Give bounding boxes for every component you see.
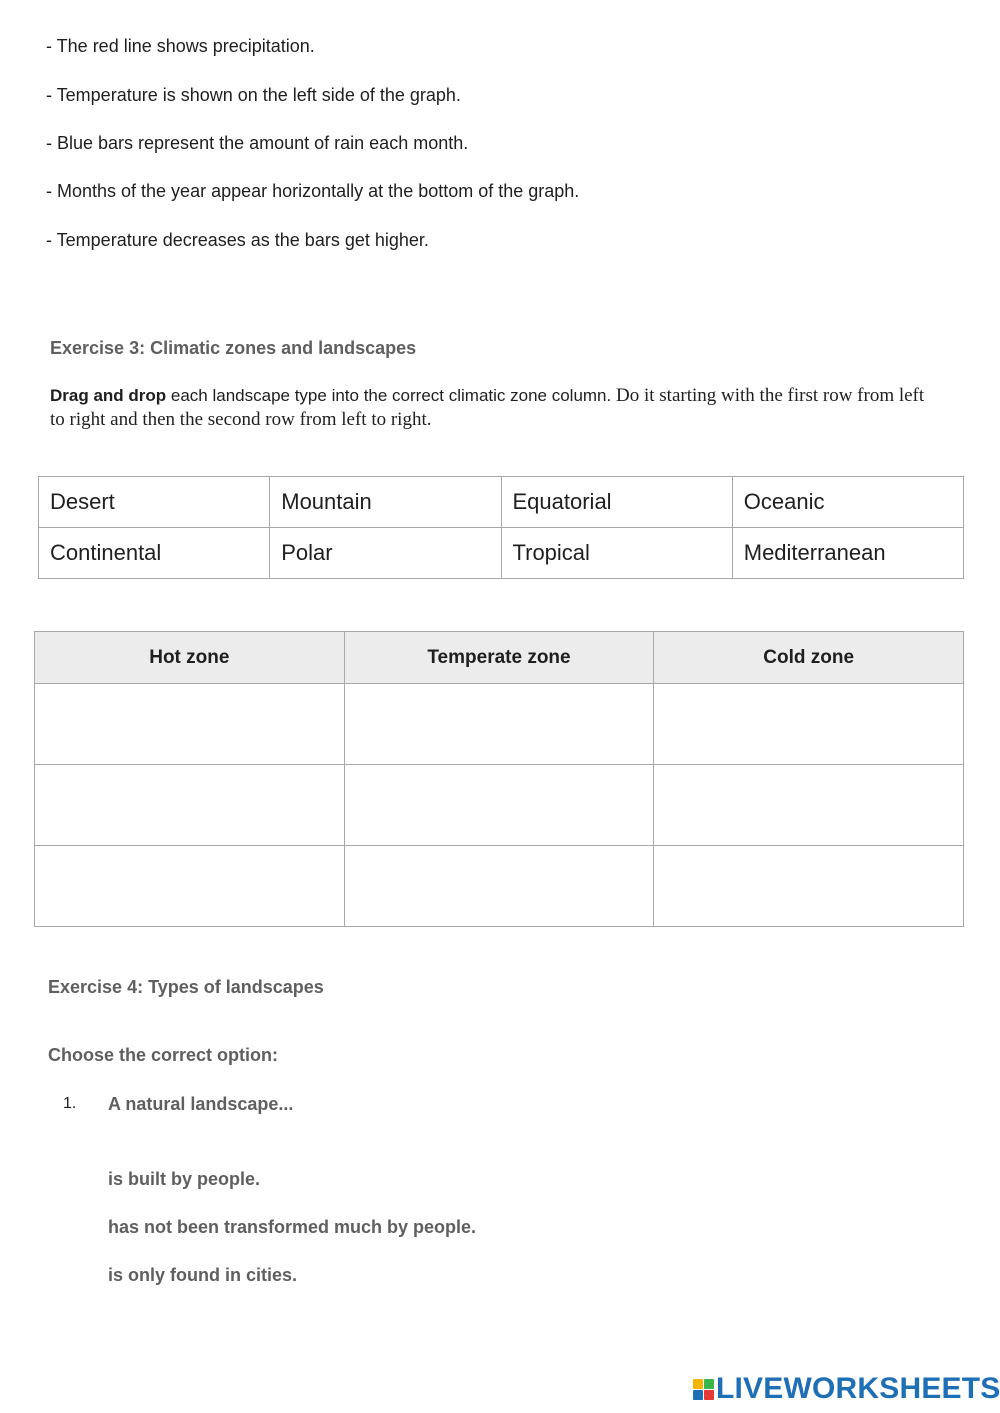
landscape-word-bank	[38, 476, 964, 579]
question-text: A natural landscape...	[108, 1094, 294, 1114]
instruction-serif-text: Do it starting with the first row from left to right and then the second row from left to right.	[50, 385, 925, 430]
zone-header-row	[35, 632, 964, 684]
drop-cell-hot[interactable]	[35, 846, 345, 927]
exercise-3-instruction	[50, 384, 940, 432]
word-tile[interactable]: Tropical	[501, 528, 732, 579]
word-row	[39, 477, 964, 528]
drop-cell-hot[interactable]	[35, 765, 345, 846]
instruction-text: each landscape type into the correct climatic zone column.	[166, 386, 612, 405]
drop-cell-temperate[interactable]	[344, 684, 654, 765]
exercise-3-title: Exercise 3: Climatic zones and landscapes	[50, 338, 417, 358]
statement-3: - Blue bars represent the amount of rain each month.	[46, 133, 469, 153]
liveworksheets-logo	[693, 1372, 1000, 1406]
statement-4: - Months of the year appear horizontally at the bottom of the graph.	[46, 181, 580, 201]
drop-cell-temperate[interactable]	[344, 846, 654, 927]
word-tile[interactable]: Mountain	[270, 477, 501, 528]
question-number: 1.	[63, 1095, 77, 1112]
word-tile[interactable]: Polar	[270, 528, 501, 579]
statement-2: - Temperature is shown on the left side of the graph.	[46, 85, 461, 105]
word-tile[interactable]: Equatorial	[501, 477, 732, 528]
drop-cell-cold[interactable]	[654, 846, 964, 927]
word-row	[39, 528, 964, 579]
drop-cell-temperate[interactable]	[344, 765, 654, 846]
statement-5: - Temperature decreases as the bars get higher.	[46, 230, 429, 250]
logo-text: LIVEWORKSHEETS	[716, 1372, 1000, 1405]
zone-header-cold: Cold zone	[654, 632, 964, 684]
answer-option-2[interactable]: has not been transformed much by people.	[108, 1217, 477, 1237]
statement-1: - The red line shows precipitation.	[46, 36, 315, 56]
drop-cell-cold[interactable]	[654, 684, 964, 765]
instruction-bold: Drag and drop	[50, 386, 167, 405]
drop-row	[35, 765, 964, 846]
drop-row	[35, 846, 964, 927]
drop-cell-cold[interactable]	[654, 765, 964, 846]
zone-header-hot: Hot zone	[35, 632, 345, 684]
logo-icon	[693, 1379, 714, 1400]
word-tile[interactable]: Mediterranean	[732, 528, 963, 579]
climatic-zone-table	[34, 631, 964, 927]
word-tile[interactable]: Continental	[39, 528, 270, 579]
exercise-4-prompt: Choose the correct option:	[48, 1045, 279, 1065]
answer-option-1[interactable]: is built by people.	[108, 1169, 261, 1189]
answer-option-3[interactable]: is only found in cities.	[108, 1265, 298, 1285]
drop-row	[35, 684, 964, 765]
word-tile[interactable]: Oceanic	[732, 477, 963, 528]
word-tile[interactable]: Desert	[39, 477, 270, 528]
drop-cell-hot[interactable]	[35, 684, 345, 765]
exercise-4-title: Exercise 4: Types of landscapes	[48, 977, 324, 997]
zone-header-temperate: Temperate zone	[344, 632, 654, 684]
